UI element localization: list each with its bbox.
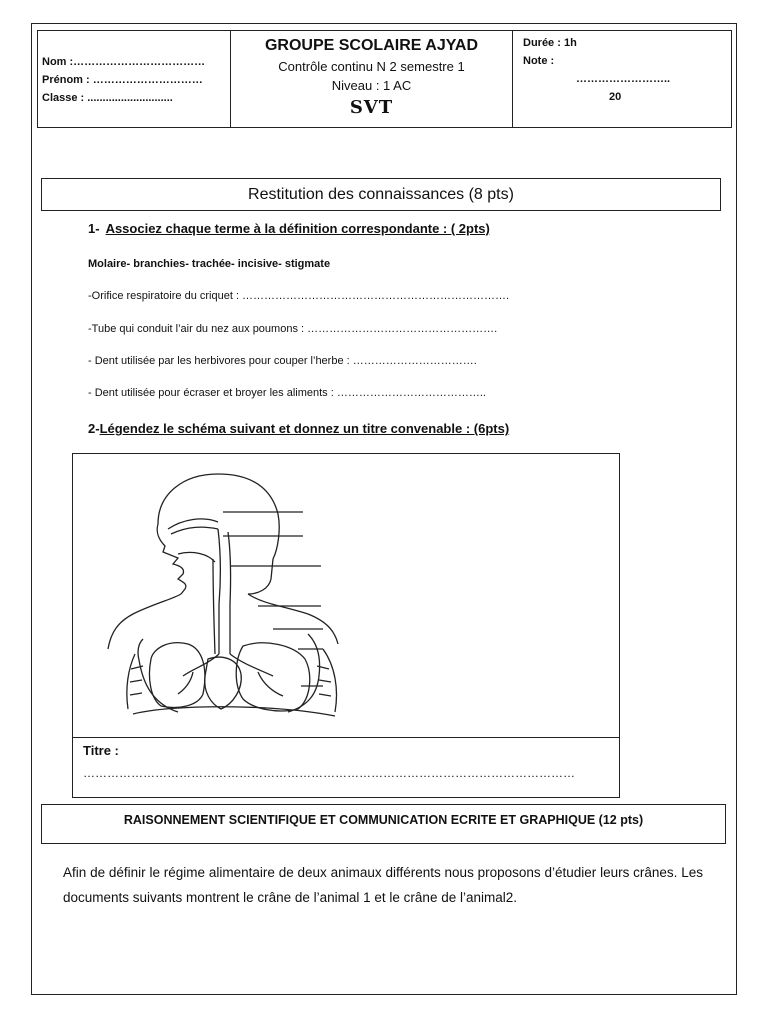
diagram-divider bbox=[73, 737, 619, 738]
question1-title bbox=[88, 221, 490, 236]
subject-label: SVT bbox=[349, 97, 394, 118]
section2-title: RAISONNEMENT SCIENTIFIQUE ET COMMUNICATION ECRITE ET GRAPHIQUE (12 pts) bbox=[41, 804, 726, 844]
section2-paragraph: Afin de définir le régime alimentaire de deux animaux différents nous proposons d’étudier leurs crânes. Les documents suivants montrent le crâne de l’animal 1 et le crâne de l’animal2. bbox=[63, 865, 703, 905]
titre-label: Titre : bbox=[83, 743, 119, 758]
question1-text: Associez chaque terme à la définition correspondante : ( 2pts) bbox=[105, 221, 490, 236]
definition-2: -Tube qui conduit l’air du nez aux poumons : ……………………………………………. bbox=[88, 323, 498, 335]
exam-info bbox=[513, 31, 731, 127]
prenom-field: Prénom : ………………………… bbox=[42, 74, 203, 86]
definition-3: - Dent utilisée par les herbivores pour couper l’herbe : ……………………………. bbox=[88, 355, 477, 367]
nom-field: Nom :……………………………… bbox=[42, 56, 206, 68]
question2-title bbox=[88, 421, 509, 436]
definition-4: - Dent utilisée pour écraser et broyer les aliments : ………………………………….. bbox=[88, 387, 486, 399]
question2-number: 2- bbox=[88, 421, 100, 436]
respiratory-system-diagram bbox=[73, 454, 619, 737]
question1-number: 1- bbox=[88, 221, 100, 236]
header-table bbox=[37, 30, 732, 128]
duree-label: Durée : 1h bbox=[523, 37, 577, 49]
note-dots: …………………….. bbox=[576, 73, 671, 85]
niveau-label: Niveau : 1 AC bbox=[331, 78, 412, 93]
definition-1: -Orifice respiratoire du criquet : ………………………………………………………………. bbox=[88, 290, 510, 302]
student-info bbox=[38, 31, 231, 127]
respiratory-diagram-box bbox=[72, 453, 620, 798]
school-info bbox=[231, 31, 513, 127]
note-label: Note : bbox=[523, 55, 555, 67]
school-name: GROUPE SCOLAIRE AJYAD bbox=[264, 37, 479, 54]
section1-title: Restitution des connaissances (8 pts) bbox=[41, 178, 721, 211]
titre-answer-line: …………………………………………………………………………………………………………… bbox=[83, 766, 575, 780]
note-total: 20 bbox=[609, 91, 622, 103]
classe-field: Classe : ............................ bbox=[42, 92, 173, 104]
terms-list: Molaire- branchies- trachée- incisive- stigmate bbox=[88, 258, 331, 270]
question2-text: Légendez le schéma suivant et donnez un titre convenable : (6pts) bbox=[99, 421, 510, 436]
controle-label: Contrôle continu N 2 semestre 1 bbox=[278, 59, 465, 74]
